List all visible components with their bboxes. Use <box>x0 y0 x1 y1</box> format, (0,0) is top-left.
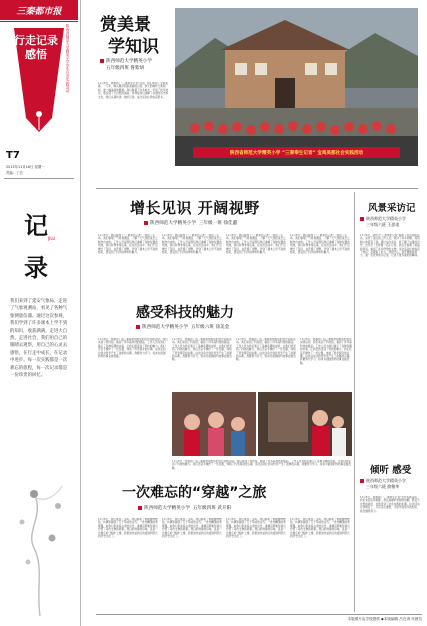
sidebar-border <box>80 0 81 626</box>
article-3-body-col3: 11月6日，我参加了由三秦都市报组织的社会实践活动。我们来到了科技馆，看到了许多高科技的展品。工作人员为我们演示了各种有趣的实验，让我们感受到了科技的魅力。我们还亲手操作了一些仪器，体验了科学探究的乐趣。这次活动让我对科学产生了浓厚的兴趣，我要努力学习，将来为祖国的科技事业做贡献。 <box>236 338 296 362</box>
article-5-author: 三年级六班 王思诺 <box>366 222 400 227</box>
article-2-school: 陕西师范大学精英小学 <box>150 221 196 226</box>
article-1-photo-banner <box>193 147 400 158</box>
article-1-school: 陕西师范大学精英小学 <box>106 59 152 64</box>
column-pinyin: JILU <box>48 236 56 241</box>
byline-marker-icon <box>138 506 142 510</box>
footer-credit: 本版图片由学校提供 ◆本版编辑 吕在涛 代理员 <box>347 617 422 621</box>
article-3-body-col1: 11月6日，我参加了由三秦都市报组织的社会实践活动。我们来到了科技馆，看到了许多高科技的展品。工作人员为我们演示了各种有趣的实验，让我们感受到了科技的魅力。我们还亲手操作了一些仪器，体验了科学探究的乐趣。这次活动让我对科学产生了浓厚的兴趣，我要努力学习，将来为祖国的科技事业做贡献。 <box>98 338 168 359</box>
slogan-side-text: 陕西省师范大学精英小学学生社会实践活动 <box>66 24 70 93</box>
brand-logo <box>0 0 78 20</box>
article-1-byline <box>100 58 152 71</box>
article-1-photo-caption: 陕西省师范大学精英小学 “三秦奉生记者” 宝鸡美都社会实践活动 <box>229 150 364 156</box>
byline-marker-icon <box>144 221 148 225</box>
article-3-school: 陕西师范大学精英小学 <box>142 325 188 330</box>
brand-name: 三秦都市报 <box>16 6 62 17</box>
article-2-byline <box>144 220 237 226</box>
article-2-body-col2: 11月6日，我们参加了“三秦奉生记者”，来到了宝鸡。我们参观了气象观测站，了解了天气预报是怎么制作出来的。工作人员叔叔给我们讲解了各种仪器的用途，我们听得非常认真。在这次活动中，我们不仅增长了见识，也开阔了视野，学到了课本上学不到的知识，感受到了科学的神奇和魅力。 <box>162 234 222 255</box>
article-5-body: 11月6日，我作为“三秦奉生记者”参加了社会实践活动，采访了景区的工作人员。我问了许多问题，叔叔耐心地回答了我。通过这次采访，我了解了这里的历史，也学会了怎样做一名小记者。我们还参观了美丽的风景，看到了许多珍贵的文物。这次活动让我收获了知识，也锻炼了能力，我很开心。我还要继续努力，做一名优秀的小记者，记录下更多美好的瞬间。 <box>360 234 420 258</box>
article-5-school: 陕西师范大学精英小学 <box>366 216 406 221</box>
footer-rule <box>96 614 422 615</box>
article-6-title: 倾听 感受 <box>370 465 412 476</box>
article-4-body-col2: 11月6日，我们来到了宝鸡。我们参观了青铜器博物馆，仿佛穿越到了几千年前的古代。一件件精美的青铜器，向我们诉说着古老的历史。讲解员阿姨给我们介绍了每件文物的故事，我们听得津津有味。这是一次难忘的“穿越”之旅，我更加热爱我们的祖国和悠久的历史文化了。 <box>162 518 222 539</box>
article-1-photo <box>175 8 418 166</box>
article-3-body-col4: 11月6日，我参加了由三秦都市报组织的社会实践活动。我们来到了科技馆，看到了许多高科技的展品。工作人员为我们演示了各种有趣的实验，让我们感受到了科技的魅力。我们还亲手操作了一些仪器，体验了科学探究的乐趣。这次活动让我对科学产生了浓厚的兴趣，我要努力学习，将来为祖国的科技事业做贡献。 <box>300 338 352 365</box>
column-divider-right <box>354 192 355 612</box>
sidebar-divider <box>4 178 74 179</box>
section-divider-1 <box>96 188 418 189</box>
article-3-author: 五年级六班 徐美金 <box>190 325 230 330</box>
article-2-body-col4: 11月6日，我们参加了“三秦奉生记者”，来到了宝鸡。我们参观了气象观测站，了解了天气预报是怎么制作出来的。工作人员叔叔给我们讲解了各种仪器的用途，我们听得非常认真。在这次活动中，我们不仅增长了见识，也开阔了视野，学到了课本上学不到的知识，感受到了科学的神奇和魅力。 <box>290 234 350 255</box>
article-2-title: 增长见识 开阔视野 <box>130 199 260 217</box>
article-2-author: 三年级一班 徐佳蕙 <box>198 221 238 226</box>
article-4-author: 五年级四班 武开阳 <box>192 506 232 511</box>
page-editor: 责编：丁芸 <box>6 171 23 175</box>
article-4-body-col1: 11月6日，我们来到了宝鸡。我们参观了青铜器博物馆，仿佛穿越到了几千年前的古代。一件件精美的青铜器，向我们诉说着古老的历史。讲解员阿姨给我们介绍了每件文物的故事，我们听得津津有味。这是一次难忘的“穿越”之旅，我更加热爱我们的祖国和悠久的历史文化了。 <box>98 518 158 539</box>
article-1-author: 五年级四班 鲁紫妍 <box>106 66 145 71</box>
article-3-title: 感受科技的魅力 <box>136 305 234 321</box>
article-4-title: 一次难忘的“穿越”之旅 <box>122 485 267 501</box>
byline-marker-icon <box>136 325 140 329</box>
article-3-body-tail: 11月6日，我参加了由三秦都市报组织的社会实践活动。我们来到了科技馆，看到了许多高科技的展品。工作人员为我们演示了各种有趣的实验，让我们感受到了科技的魅力。我们还亲手操作了一些仪器，体验了科学探究的乐趣。这次活动让我对科学产生了浓厚的兴趣，我要努力学习，将来为祖国的科技事业做贡献。 <box>172 460 351 470</box>
column-title-2: 录 <box>24 253 48 282</box>
article-1-title-line1: 赏美景 <box>100 15 151 35</box>
article-6-body: 11月6日，我参加了“三秦奉生记者”社会实践活动，我们来到宝鸡美都。我认真倾听老师的讲解，感受大自然的美好，也感受到了社会实践的乐趣。这次活动让我明白了，只有走出课堂，才能学到更多的知识，我会继续努力。 <box>360 496 420 513</box>
brand-underline <box>0 21 78 22</box>
article-3-body-col2: 11月6日，我参加了由三秦都市报组织的社会实践活动。我们来到了科技馆，看到了许多高科技的展品。工作人员为我们演示了各种有趣的实验，让我们感受到了科技的魅力。我们还亲手操作了一些仪器，体验了科学探究的乐趣。这次活动让我对科学产生了浓厚的兴趣，我要努力学习，将来为祖国的科技事业做贡献。 <box>172 338 232 362</box>
byline-marker-icon <box>360 479 364 483</box>
slogan-text: 行走记录感悟 <box>14 34 58 61</box>
sidebar-intro: 我们来到了延安气象局，走进了气象观测站，看见了各种气象测量仪器。通过这次参观，我们学到了许多课本上学不到的知识，收获满满。走进大自然，走进社会，我们用自己的眼睛去观察，用自己的心灵去感悟，在行走中成长，在记录中进步。每一次实践都是一次难忘的旅程，每一次记录都是一份珍贵的回忆。 <box>10 299 68 379</box>
article-2-body-col3: 11月6日，我们参加了“三秦奉生记者”，来到了宝鸡。我们参观了气象观测站，了解了天气预报是怎么制作出来的。工作人员叔叔给我们讲解了各种仪器的用途，我们听得非常认真。在这次活动中，我们不仅增长了见识，也开阔了视野，学到了课本上学不到的知识，感受到了科学的神奇和魅力。 <box>226 234 286 255</box>
article-6-school: 陕西师范大学精英小学 <box>366 478 406 483</box>
article-6-byline <box>360 478 406 490</box>
article-5-byline <box>360 216 406 228</box>
ink-flower-art <box>6 478 74 618</box>
article-2-body-col1: 11月6日，我们参加了“三秦奉生记者”，来到了宝鸡。我们参观了气象观测站，了解了天气预报是怎么制作出来的。工作人员叔叔给我们讲解了各种仪器的用途，我们听得非常认真。在这次活动中，我们不仅增长了见识，也开阔了视野，学到了课本上学不到的知识，感受到了科学的神奇和魅力。 <box>98 234 158 255</box>
page-number: T7 <box>6 150 20 161</box>
article-1-title-line2: 学知识 <box>108 37 159 57</box>
article-4-body-col3: 11月6日，我们来到了宝鸡。我们参观了青铜器博物馆，仿佛穿越到了几千年前的古代。一件件精美的青铜器，向我们诉说着古老的历史。讲解员阿姨给我们介绍了每件文物的故事，我们听得津津有味。这是一次难忘的“穿越”之旅，我更加热爱我们的祖国和悠久的历史文化了。 <box>226 518 286 539</box>
byline-marker-icon <box>100 59 104 63</box>
article-3-photo-left <box>172 392 256 456</box>
article-4-school: 陕西师范大学精英小学 <box>144 506 190 511</box>
issue-date: 2015年11月16日 星期一 <box>6 165 45 169</box>
column-title-1: 记 <box>24 211 48 240</box>
article-5-title: 风景采访记 <box>368 203 416 214</box>
article-3-photo-right <box>258 392 352 456</box>
byline-marker-icon <box>360 217 364 221</box>
article-6-author: 三年级六班 俞稚华 <box>366 484 400 489</box>
article-4-body-col4: 11月6日，我们来到了宝鸡。我们参观了青铜器博物馆，仿佛穿越到了几千年前的古代。一件件精美的青铜器，向我们诉说着古老的历史。讲解员阿姨给我们介绍了每件文物的故事，我们听得津津有味。这是一次难忘的“穿越”之旅，我更加热爱我们的祖国和悠久的历史文化了。 <box>290 518 350 539</box>
article-1-body: 11月6日，我参加了“三秦奉生记者”活动，我们来到了宝鸡美都。一下车，映入眼帘的是美丽的山景，秋天的树叶红黄相间，像一幅美丽的图画。我们参观了许多地方，学到了很多知识，感受到了大自然的美丽。老师给我们讲解了这里的历史和文化，我们认真听讲，做好记录。这次活动让我收获很多。 <box>98 82 169 99</box>
article-3-byline <box>136 324 229 330</box>
article-4-byline <box>138 505 231 511</box>
